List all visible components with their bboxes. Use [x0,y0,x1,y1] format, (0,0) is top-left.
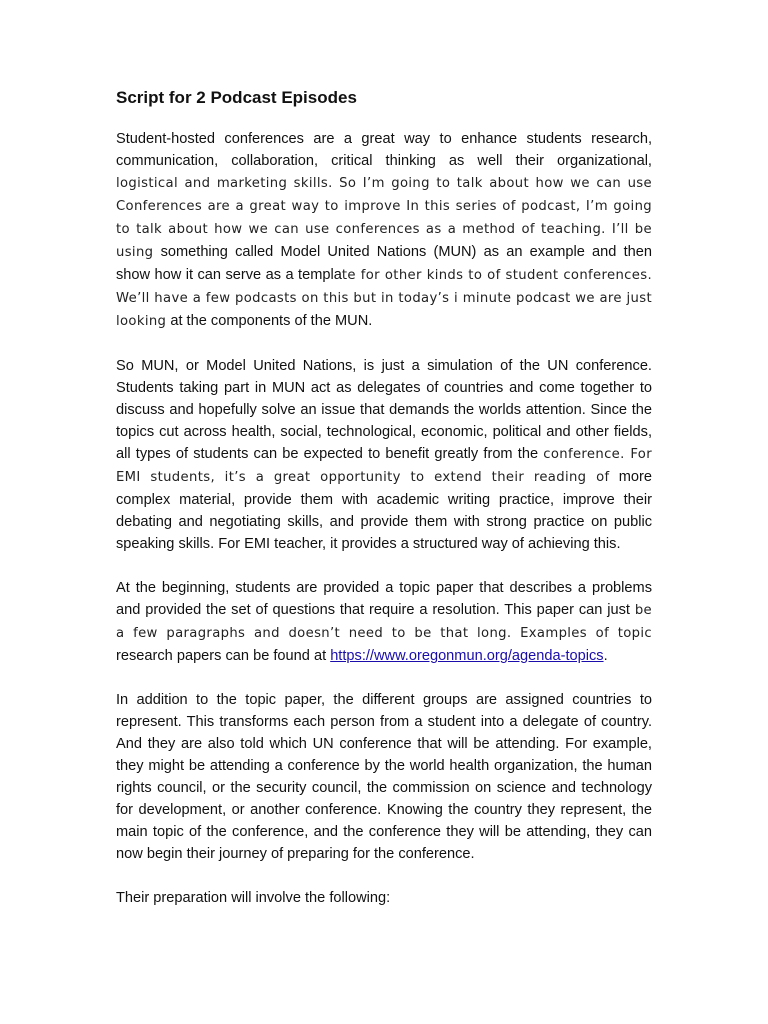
paragraph-country-assignment: In addition to the topic paper, the different groups are assigned countries to represent. This transforms each person from a student into a delegate of country. And they are also told which UN conference that will be attending. For example, they might be attending a conference by the world health organization, the human rights council, or the security council, the commission on science and technology for development, or another conference. Knowing the country they represent, the main topic of the conference, and the conference they will be attending, they can now begin their journey of preparing for the conference. [116,692,652,862]
paragraph-mun-part-1: So MUN, or Model United Nations, is just a simulation of the UN conference. Students taking part in MUN act as delegates of countries and come together to discuss and hopefully solve an issue that demands the worlds attention. Since the topics cut across health, social, technological, economic, political and other fields, all types of students can be expected to benefit greatly from the [116,358,652,462]
paragraph-mun-overview [116,355,652,555]
paragraph-intro-part-3: something called Model United Nations (MUN) as an example and then show how it can serve as a templa [116,244,652,283]
paragraph-topic-paper [116,577,652,667]
paragraph-intro [116,128,652,333]
paragraph-topic-part-1: At the beginning, students are provided a topic paper that describes a problems and provided the set of questions that require a resolution. This paper can just [116,580,652,618]
document-body [116,86,652,931]
paragraph-topic-part-2: be a few paragraphs and doesn’t need to be that long. Examples of topic [116,603,652,641]
topic-papers-link[interactable]: https://www.oregonmun.org/agenda-topics [330,648,604,664]
paragraph-topic-part-4: . [603,648,608,664]
document-title: Script for 2 Podcast Episodes [116,88,357,107]
paragraph-intro-part-2: logistical and marketing skills. So I’m going to talk about how we can use Conferences are a great way to improve In this series of podcast, I’m going to talk about how we can use conferences as a method of teaching. I’ll be using [116,176,652,260]
paragraph-mun-part-2: conference. For EMI students, it’s a great opportunity to extend their reading of [116,447,652,485]
paragraph-preparation: Their preparation will involve the following: [116,890,391,906]
paragraph-intro-part-1: Student-hosted conferences are a great way to enhance students research, communication, collaboration, critical thinking as well their organizational, [116,131,652,169]
paragraph-mun-part-3: more complex material, provide them with academic writing practice, improve their debating and negotiating skills, and provide them with strong practice on public speaking skills. For EMI teacher, it provides a structured way of achieving this. [116,469,652,552]
paragraph-intro-part-5: at the components of the MUN. [166,313,373,329]
paragraph-intro-part-4: te for other kinds to of student conferences. We’ll have a few podcasts on this but in today’s i minute podcast we are just looking [116,268,652,329]
paragraph-topic-part-3: research papers can be found at [116,648,331,664]
